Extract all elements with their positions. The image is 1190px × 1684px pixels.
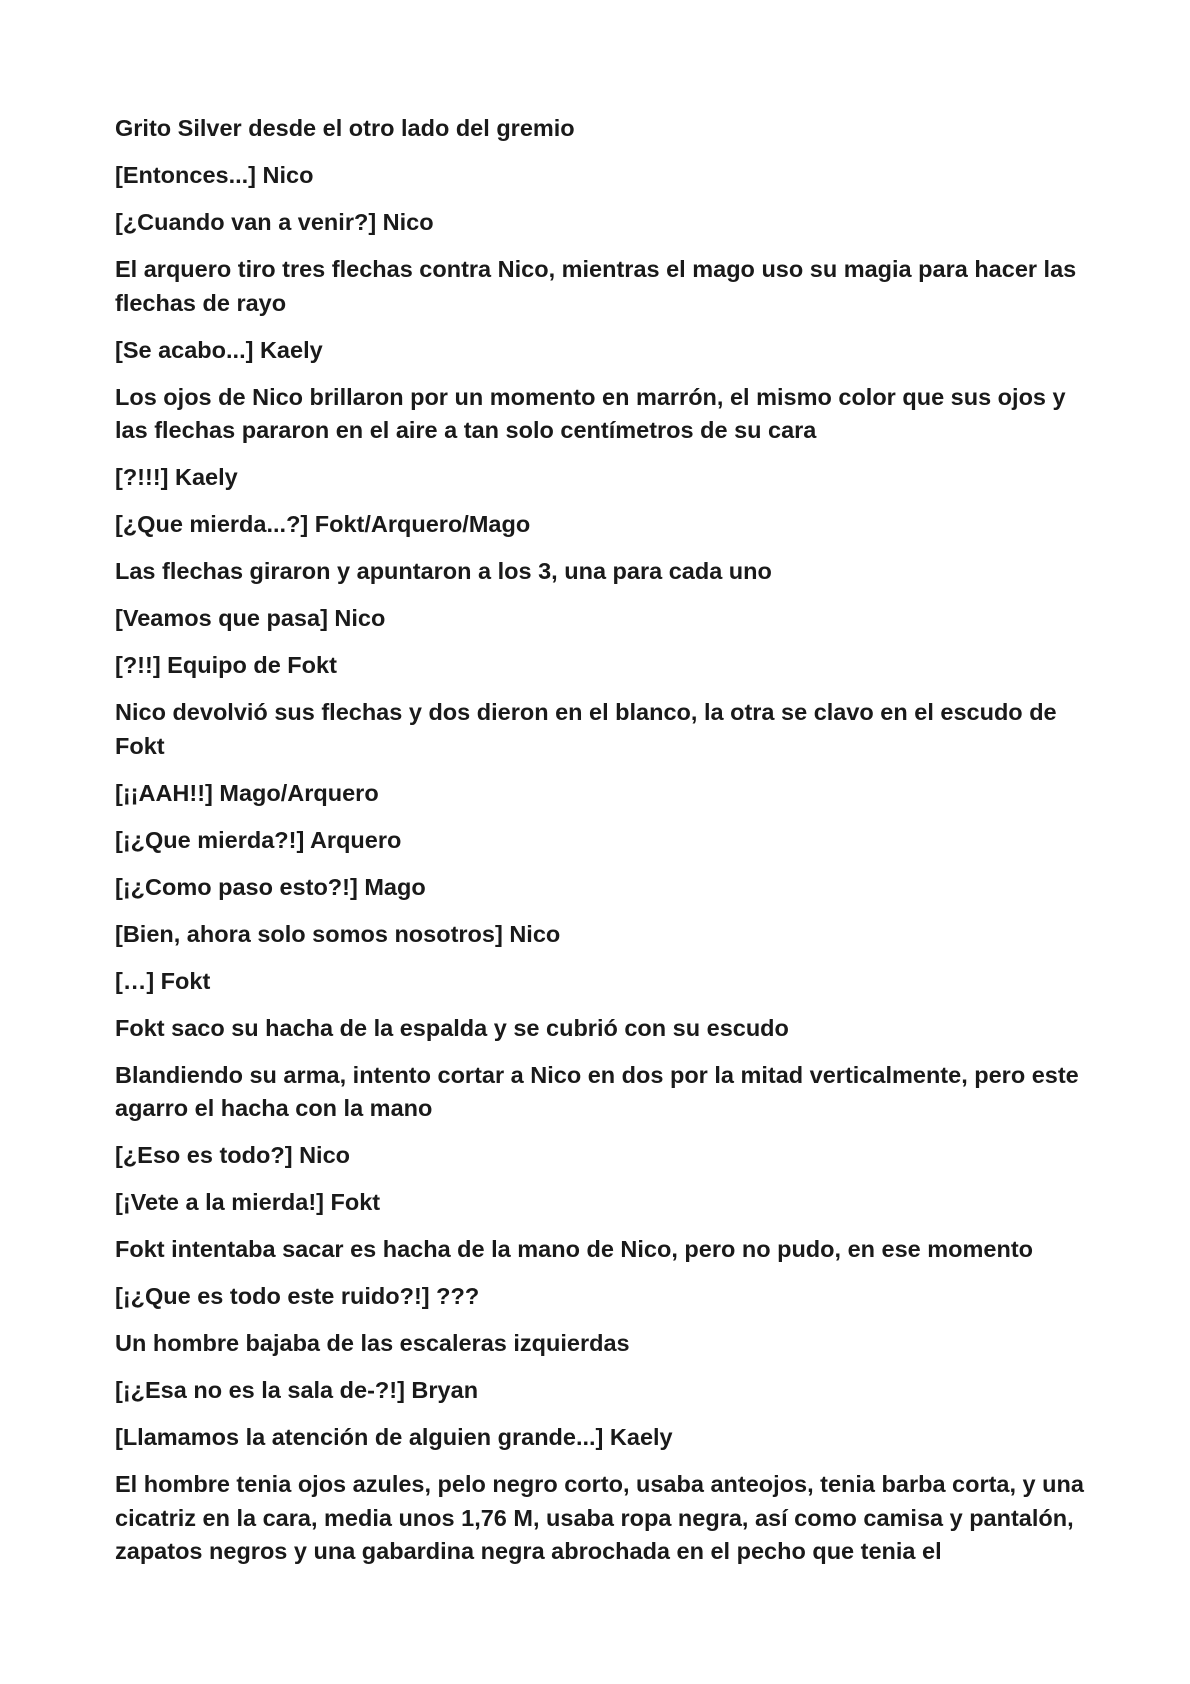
document-body: [115, 112, 1100, 1582]
paragraph: [?!!] Equipo de Fokt: [115, 652, 337, 678]
paragraph: [Veamos que pasa] Nico: [115, 605, 386, 631]
paragraph: [?!!!] Kaely: [115, 464, 238, 490]
paragraph: [¡¡AAH!!] Mago/Arquero: [115, 779, 379, 806]
paragraph: Grito Silver desde el otro lado del gremio: [115, 115, 575, 141]
paragraph: [Se acabo...] Kaely: [115, 336, 323, 363]
paragraph: Los ojos de Nico brillaron por un momento en marrón, el mismo color que sus ojos y las flechas pararon en el aire a tan solo centímetros de su cara: [115, 383, 1066, 443]
paragraph: […] Fokt: [115, 967, 211, 994]
paragraph: Un hombre bajaba de las escaleras izquierdas: [115, 1330, 630, 1356]
paragraph: Fokt intentaba sacar es hacha de la mano de Nico, pero no pudo, en ese momento: [115, 1236, 1034, 1262]
paragraph: Fokt saco su hacha de la espalda y se cubrió con su escudo: [115, 1014, 789, 1041]
paragraph: [¡Vete a la mierda!] Fokt: [115, 1189, 381, 1215]
paragraph: [¡¿Esa no es la sala de-?!] Bryan: [115, 1377, 479, 1403]
paragraph: [Bien, ahora solo somos nosotros] Nico: [115, 920, 561, 947]
paragraph: El hombre tenia ojos azules, pelo negro corto, usaba anteojos, tenia barba corta, y una cicatriz en la cara, media unos 1,76 M, usaba ropa negra, así como camisa y pantalón, zapatos negros y una gabardina negra abrochada en el pecho que tenia el: [115, 1471, 1084, 1564]
paragraph: Nico devolvió sus flechas y dos dieron en el blanco, la otra se clavo en el escudo de Fokt: [115, 699, 1057, 759]
paragraph: El arquero tiro tres flechas contra Nico, mientras el mago uso su magia para hacer las flechas de rayo: [115, 256, 1077, 316]
paragraph: [¿Eso es todo?] Nico: [115, 1142, 350, 1168]
paragraph: Blandiendo su arma, intento cortar a Nico en dos por la mitad verticalmente, pero este agarro el hacha con la mano: [115, 1061, 1079, 1121]
paragraph: [¡¿Que mierda?!] Arquero: [115, 826, 402, 853]
paragraph: Las flechas giraron y apuntaron a los 3, una para cada uno: [115, 558, 772, 584]
paragraph: [Llamamos la atención de alguien grande...] Kaely: [115, 1424, 673, 1450]
paragraph: [¡¿Como paso esto?!] Mago: [115, 873, 426, 900]
paragraph: [¿Que mierda...?] Fokt/Arquero/Mago: [115, 511, 531, 537]
paragraph: [Entonces...] Nico: [115, 162, 314, 188]
paragraph: [¡¿Que es todo este ruido?!] ???: [115, 1283, 480, 1309]
paragraph: [¿Cuando van a venir?] Nico: [115, 209, 434, 235]
